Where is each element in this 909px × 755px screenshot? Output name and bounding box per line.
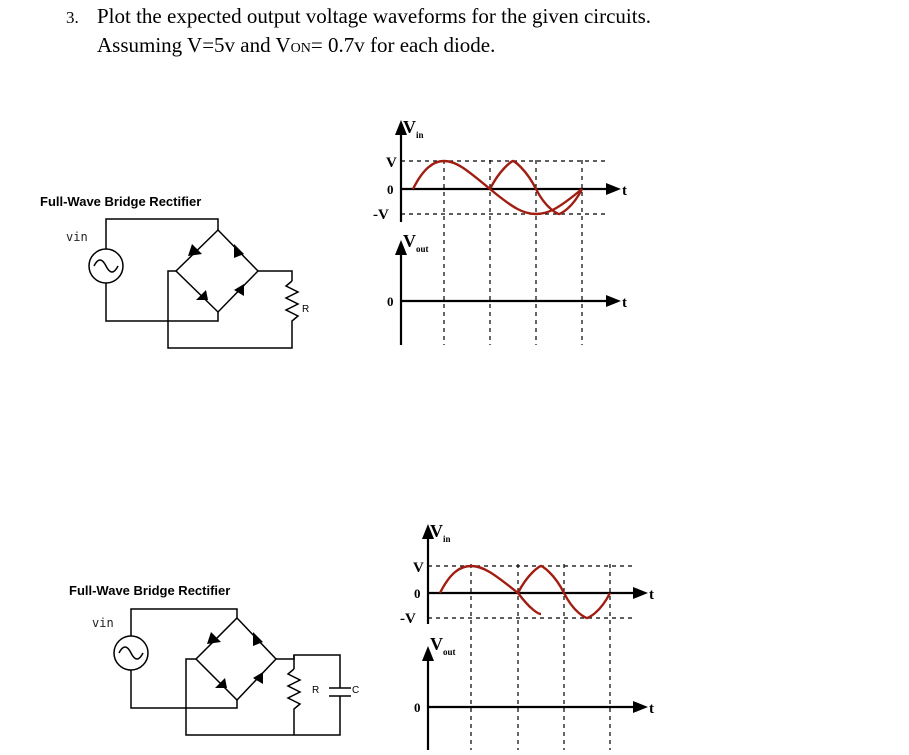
- graph-1-tick-zero: 0: [387, 182, 394, 197]
- graph-2-vout-t-arrow: [633, 701, 648, 713]
- question-line-2-suffix: = 0.7v for each diode.: [310, 33, 496, 57]
- circuit-1-title: Full-Wave Bridge Rectifier: [40, 194, 202, 209]
- graph-2-tick-pos: V: [413, 560, 424, 576]
- graph-2-vin-time-label: t: [649, 587, 654, 603]
- circuit-2-title: Full-Wave Bridge Rectifier: [69, 583, 231, 598]
- graph-1-vin-time-label: t: [622, 183, 627, 199]
- graph-2-tick-zero: 0: [414, 586, 421, 601]
- graph-1-tick-neg: -V: [373, 207, 389, 223]
- von-subscript: ON: [290, 41, 311, 56]
- graph-1-vout-zero: 0: [387, 294, 394, 309]
- graph-2-vout-subscript: out: [443, 647, 456, 657]
- circuit-1-source-label: vin: [66, 230, 88, 244]
- graph-1-vout-time-label: t: [622, 295, 627, 311]
- graph-2-tick-neg: -V: [400, 611, 416, 627]
- question-line-2-prefix: Assuming V=5v and V: [97, 33, 291, 57]
- graph-2-vin-label: V: [430, 521, 443, 541]
- graph-1-tick-pos: V: [386, 155, 397, 171]
- graph-1-vin-subscript: in: [416, 130, 424, 140]
- graph-2-vout-zero: 0: [414, 700, 421, 715]
- question-line-1: Plot the expected output voltage waveforms for the given circuits.: [97, 4, 652, 28]
- circuit-2-resistor-label: R: [312, 685, 320, 696]
- graph-2-vin-subscript: in: [443, 534, 451, 544]
- graph-2-vout-time-label: t: [649, 701, 654, 717]
- circuit-2-source-label: vin: [92, 616, 114, 630]
- graph-1-vin-label: V: [403, 117, 416, 137]
- graph-2-vout-label: V: [430, 634, 443, 654]
- question-number: 3.: [66, 8, 79, 27]
- graph-1-vout-subscript: out: [416, 244, 429, 254]
- graph-1-vout-label: V: [403, 231, 416, 251]
- graph-2-vin-t-arrow: [633, 587, 648, 599]
- circuit-2-capacitor-label: C: [352, 685, 360, 696]
- circuit-1-resistor-label: R: [302, 304, 310, 315]
